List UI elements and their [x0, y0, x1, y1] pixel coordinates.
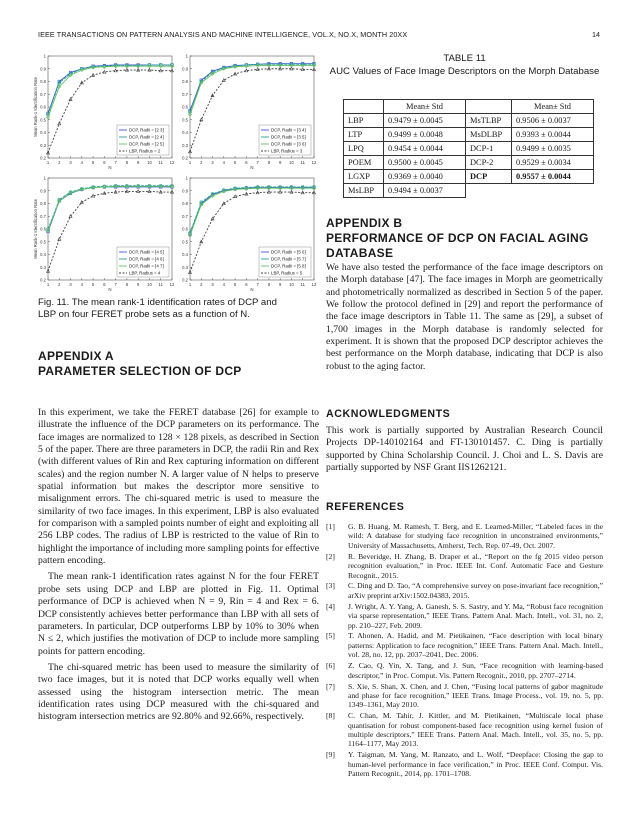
x-tick-label: 6	[245, 160, 248, 165]
legend-label: DCP, Radii = [5 7]	[271, 256, 306, 262]
y-tick-label: 0.4	[182, 130, 188, 136]
appendix-a-title: PARAMETER SELECTION OF DCP	[38, 364, 242, 378]
y-tick-label: 0.9	[182, 188, 188, 194]
x-tick-label: 7	[256, 282, 259, 287]
table-header-cell	[466, 100, 512, 114]
x-tick-label: 11	[300, 282, 305, 287]
y-tick-label: 0.6	[40, 104, 46, 110]
x-tick-label: 8	[267, 160, 271, 165]
y-tick-label: 0.2	[40, 155, 46, 161]
x-tick-label: 1	[46, 282, 50, 287]
y-tick-label: 0.3	[40, 264, 46, 270]
table-cell: MsDLBP	[466, 128, 512, 142]
data-point	[222, 79, 225, 82]
reference-number: [2]	[326, 551, 335, 561]
figure-11-plots	[32, 48, 318, 293]
table-row	[344, 142, 594, 156]
appendix-b-title-line-2: DATABASE	[326, 246, 394, 260]
data-point	[92, 194, 95, 197]
legend-label: DCP, Radii = [2 5]	[129, 141, 164, 147]
reference-text: C. Ding and D. Tao, “A comprehensive survey on pose-invariant face recognition,” arXiv preprint arXiv:1502.04383, 2015.	[348, 581, 603, 600]
x-tick-label: 9	[279, 160, 282, 165]
x-tick-label: 12	[311, 160, 317, 165]
x-tick-label: 12	[311, 282, 317, 287]
data-point	[234, 195, 237, 198]
x-tick-label: 6	[103, 282, 106, 287]
table-header-cell	[344, 100, 384, 114]
x-tick-label: 12	[169, 160, 175, 165]
data-point	[245, 69, 248, 72]
y-tick-label: 0.3	[182, 264, 188, 270]
y-tick-label: 0.9	[40, 66, 46, 72]
x-tick-label: 8	[267, 282, 271, 287]
x-tick-label: 2	[200, 160, 203, 165]
legend-label: DCP, Radii = [2 3]	[129, 127, 164, 133]
table-cell: DCP-1	[466, 142, 512, 156]
table-cell: 0.9499 ± 0.0035	[512, 142, 594, 156]
y-tick-label: 0.4	[182, 252, 188, 258]
x-tick-label: 2	[58, 160, 61, 165]
reference-item	[326, 682, 603, 710]
x-tick-label: 5	[233, 160, 237, 165]
table-caption-number: TABLE 11	[443, 53, 486, 64]
reference-text: T. Ahonen, A. Hadid, and M. Pietikainen, “Face description with local binary patterns: Application to face recognition,” IEEE Trans. Pattern Anal. Mach. Intell., vol. 28, no. 12, pp. 2037–2041, Dec. 2006.	[348, 631, 603, 660]
x-tick-label: 4	[80, 282, 83, 287]
acknowledgments-body	[326, 425, 603, 478]
appendix-b-title-line-1: PERFORMANCE OF DCP ON FACIAL AGING	[326, 231, 589, 245]
y-tick-label: 0.8	[40, 79, 46, 85]
table-cell-empty	[466, 184, 512, 198]
y-tick-label: 0.5	[40, 239, 46, 245]
references-list	[326, 522, 603, 780]
series-line	[190, 188, 314, 235]
series-line	[48, 66, 172, 117]
reference-item	[326, 661, 603, 680]
table-header-cell: Mean± Std	[512, 100, 594, 114]
x-tick-label: 4	[222, 282, 225, 287]
table-cell: 0.9479 ± 0.0045	[384, 114, 466, 128]
reference-number: [4]	[326, 601, 335, 611]
x-tick-label: 5	[91, 282, 95, 287]
reference-item	[326, 602, 603, 630]
x-tick-label: 8	[125, 160, 129, 165]
y-tick-label: 0.4	[40, 252, 46, 258]
data-point	[301, 68, 304, 71]
legend-label: DCP, Radii = [5 6]	[271, 249, 306, 255]
reference-number: [7]	[326, 681, 335, 691]
x-tick-label: 6	[245, 282, 248, 287]
reference-number: [1]	[326, 522, 335, 531]
reference-text: R. Beveridge, H. Zhang, B. Draper et al., “Report on the fg 2015 video person recognition evaluation,” in Proc. IEEE Int. Conf. Automatic Face and Gesture Recognit., 2015.	[348, 551, 603, 580]
running-header: IEEE TRANSACTIONS ON PATTERN ANALYSIS AND MACHINE INTELLIGENCE, VOL.X, NO.X, MONTH 20XX	[38, 30, 408, 39]
y-tick-label: 0.2	[182, 155, 188, 161]
y-tick-label: 0.6	[40, 226, 46, 232]
y-axis-label: Mean Rank-1 Identification Rate	[33, 199, 38, 259]
y-tick-label: 0.3	[40, 142, 46, 148]
y-tick-label: 0.5	[40, 117, 46, 123]
reference-number: [3]	[326, 581, 335, 591]
legend-label: LBP, Radius = 5	[271, 270, 303, 276]
legend-label: DCP, Radii = [3 5]	[271, 134, 306, 140]
reference-item	[326, 522, 603, 550]
reference-item	[326, 750, 603, 778]
table-cell: LGXP	[344, 170, 384, 184]
acknowledgments-heading: ACKNOWLEDGMENTS	[326, 408, 451, 420]
legend-label: LBP, Radius = 4	[129, 270, 161, 276]
table-cell: 0.9494 ± 0.0037	[384, 184, 466, 198]
auc-table	[343, 99, 594, 198]
y-tick-label: 0.2	[182, 277, 188, 283]
y-tick-label: 0.5	[182, 239, 188, 245]
appendix-b-body	[326, 262, 603, 377]
x-tick-label: 10	[147, 282, 152, 287]
reference-number: [8]	[326, 711, 335, 721]
y-tick-label: 0.3	[182, 142, 188, 148]
data-point	[137, 190, 140, 193]
x-tick-label: 3	[69, 282, 72, 287]
x-tick-label: 3	[69, 160, 72, 165]
reference-text: C. Chan, M. Tahir, J. Kittler, and M. Pietikainen, “Multiscale local phase quantisation for robust component-based face recognition using kernel fusion of multiple descriptors,” IEEE Trans. Pattern Anal. Mach. Intell., vol. 35, no. 5, pp. 1164–1177, May 2013.	[348, 711, 603, 749]
x-tick-label: 9	[137, 160, 140, 165]
reference-text: G. B. Huang, M. Ramesh, T. Berg, and E. Learned-Miller, “Labeled faces in the wild: A database for studying face recognition in unconstrained environments,” University of Massachusetts, Amherst, Tech. Rep. 07-49, Oct. 2007.	[348, 522, 603, 550]
legend-label: DCP, Radii = [4 7]	[129, 263, 164, 269]
x-tick-label: 3	[211, 282, 214, 287]
reference-text: J. Wright, A. Y. Yang, A. Ganesh, S. S. Sastry, and Y. Ma, “Robust face recognition via sparse representation,” IEEE Trans. Pattern Anal. Mach. Intell., vol. 31, no. 2, pp. 210–227, Feb. 2009.	[348, 601, 603, 630]
data-point	[267, 190, 270, 193]
y-tick-label: 0.5	[182, 117, 188, 123]
table-cell: MsLBP	[344, 184, 384, 198]
x-tick-label: 9	[137, 282, 140, 287]
figure-caption	[38, 297, 318, 321]
y-tick-label: 1	[185, 175, 188, 181]
table-cell: 0.9369 ± 0.0040	[384, 170, 466, 184]
series-line	[190, 66, 314, 115]
x-tick-label: 4	[80, 160, 83, 165]
y-tick-label: 0.6	[182, 226, 188, 232]
y-tick-label: 0.7	[182, 213, 188, 219]
references-heading: REFERENCES	[326, 501, 405, 513]
reference-item	[326, 711, 603, 749]
x-tick-label: 5	[91, 160, 95, 165]
table-cell: 0.9500 ± 0.0045	[384, 156, 466, 170]
data-point	[279, 190, 282, 193]
acknowledgments-text: This work is partially supported by Australian Research Council Projects DP-140102164 and FT-130101457. C. Ding is partially supported by China Scholarship Council. J. Choi and L. S. Davis are partially supported by NSF Grant IIS1262121.	[326, 425, 603, 474]
y-tick-label: 0.9	[182, 66, 188, 72]
x-tick-label: 12	[169, 282, 175, 287]
appendix-a-paragraph-1: In this experiment, we take the FERET database [26] for example to illustrate the influence of the DCP parameters on its performance. The face images are normalized to 128 × 128 pixels, as described in Section 5 of the paper. There are three parameters in DCP, the radii Rin and Rex (with different values of Rin and Rex capturing information on different scales) and the region number N. A larger value of N helps to preserve spatial information but makes the descriptor more sensitive to misalignment errors. The chi-squared metric is used to measure the similarity of two face images. In this experiment, LBP is also evaluated for comparison with a sampled points number of eight and exploiting all 256 LBP codes. The radius of LBP is restricted to the value of Rin to highlight the importance of including more sampling points for effective pattern encoding.	[38, 407, 319, 567]
table-cell: MsTLBP	[466, 114, 512, 128]
y-tick-label: 1	[185, 53, 188, 59]
table-cell: 0.9393 ± 0.0044	[512, 128, 594, 142]
legend-label: DCP, Radii = [4 5]	[129, 249, 164, 255]
figure-11	[32, 48, 318, 293]
x-tick-label: 11	[158, 282, 163, 287]
table-cell-best-method: DCP	[466, 170, 512, 184]
legend-label: DCP, Radii = [3 4]	[271, 127, 306, 133]
table-row	[344, 170, 594, 184]
y-tick-label: 0.2	[40, 277, 46, 283]
table-header-cell: Mean± Std	[384, 100, 466, 114]
x-tick-label: 9	[279, 282, 282, 287]
y-tick-label: 0.8	[40, 201, 46, 207]
x-tick-label: 11	[300, 160, 305, 165]
y-tick-label: 0.7	[182, 91, 188, 97]
x-tick-label: 6	[103, 160, 106, 165]
x-tick-label: 2	[58, 282, 61, 287]
reference-text: Y. Taigman, M. Yang, M. Ranzato, and L. Wolf, “Deepface: Closing the gap to human-level performance in face verification,” in Proc. IEEE Conf. Comput. Vis. Pattern Recognit., 2014, pp. 1701–1708.	[348, 750, 603, 779]
series-line	[48, 186, 172, 229]
x-tick-label: 3	[211, 160, 214, 165]
appendix-a-label: APPENDIX A	[38, 349, 114, 363]
table-cell: POEM	[344, 156, 384, 170]
data-point	[103, 70, 106, 73]
legend-label: LBP, Radius = 3	[271, 148, 303, 154]
table-cell: 0.9454 ± 0.0044	[384, 142, 466, 156]
x-tick-label: 7	[114, 282, 117, 287]
series-line	[190, 64, 314, 111]
table-cell: 0.9506 ± 0.0037	[512, 114, 594, 128]
table-row	[344, 156, 594, 170]
reference-number: [5]	[326, 631, 335, 641]
data-point	[290, 67, 293, 70]
series-line	[190, 188, 314, 235]
x-tick-label: 10	[289, 160, 294, 165]
y-tick-label: 0.4	[40, 130, 46, 136]
legend-label: DCP, Radii = [4 6]	[129, 256, 164, 262]
table-cell-best-value: 0.9557 ± 0.0044	[512, 170, 594, 184]
appendix-a-paragraph-2: The mean rank-1 identification rates against N for the four FERET probe sets using DCP and LBP are plotted in Fig. 11. Optimal performance of DCP is achieved when N = 9, Rin = 4 and Rex = 6. DCP consistently achieves better performance than LBP with all sets of parameters. In particular, DCP outperforms LBP by 10% to 30% when N ≤ 2, which justifies the motivation of DCP to include more sampling points for pattern encoding.	[38, 571, 319, 657]
figure-caption-line-1: Fig. 11. The mean rank-1 identification rates of DCP and	[38, 297, 277, 308]
table-caption-title: AUC Values of Face Image Descriptors on the Morph Database	[329, 66, 600, 77]
x-axis-label: N	[250, 165, 254, 170]
table-cell: 0.9499 ± 0.0048	[384, 128, 466, 142]
data-point	[125, 190, 128, 193]
table-cell: LBP	[344, 114, 384, 128]
appendix-a-heading	[38, 349, 242, 379]
x-axis-label: N	[108, 287, 112, 292]
reference-item	[326, 552, 603, 580]
reference-item	[326, 581, 603, 600]
x-tick-label: 5	[233, 282, 237, 287]
x-tick-label: 1	[46, 160, 50, 165]
x-tick-label: 1	[188, 160, 192, 165]
table-row	[344, 114, 594, 128]
table-cell: DCP-2	[466, 156, 512, 170]
reference-text: Z. Cao, Q. Yin, X. Tang, and J. Sun, “Face recognition with learning-based descriptor,” in Proc. Comput. Vis. Pattern Recognit., 2010, pp. 2707–2714.	[348, 661, 603, 680]
data-point	[114, 69, 117, 72]
x-tick-label: 11	[158, 160, 163, 165]
y-tick-label: 1	[43, 175, 46, 181]
x-tick-label: 8	[125, 282, 129, 287]
reference-number: [6]	[326, 661, 335, 671]
appendix-b-label: APPENDIX B	[326, 216, 403, 230]
data-point	[159, 69, 162, 72]
table-header-row	[344, 100, 594, 114]
legend-label: DCP, Radii = [3 6]	[271, 141, 306, 147]
legend-label: DCP, Radii = [2 4]	[129, 134, 164, 140]
x-tick-label: 7	[114, 160, 117, 165]
figure-caption-line-2: LBP on four FERET probe sets as a function of N.	[38, 309, 250, 321]
reference-text: S. Xie, S. Shan, X. Chen, and J. Chen, “Fusing local patterns of gabor magnitude and phase for face recognition,” IEEE Trans. Image Process., vol. 19, no. 5, pp. 1349–1361, May 2010.	[348, 681, 603, 710]
y-tick-label: 0.8	[182, 201, 188, 207]
y-tick-label: 0.9	[40, 188, 46, 194]
table-cell: 0.9529 ± 0.0034	[512, 156, 594, 170]
table-row	[344, 128, 594, 142]
y-tick-label: 0.7	[40, 213, 46, 219]
x-axis-label: N	[108, 165, 112, 170]
appendix-a-paragraph-3: The chi-squared metric has been used to measure the similarity of two face images, but it is noted that DCP works equally well when assessed using the histogram intersection metric. The mean identification rates using DCP measured with the chi-squared and histogram intersection metrics are 92.80% and 92.66%, respectively.	[38, 661, 319, 723]
x-tick-label: 7	[256, 160, 259, 165]
reference-item	[326, 631, 603, 659]
table-row	[344, 184, 594, 198]
y-tick-label: 0.8	[182, 79, 188, 85]
y-tick-label: 0.7	[40, 91, 46, 97]
table-cell-empty	[512, 184, 594, 198]
table-cell: LPQ	[344, 142, 384, 156]
appendix-a-body	[38, 407, 319, 728]
appendix-b-heading	[326, 216, 589, 261]
x-tick-label: 10	[289, 282, 294, 287]
series-line	[48, 65, 172, 113]
y-tick-label: 0.6	[182, 104, 188, 110]
table-cell: LTP	[344, 128, 384, 142]
x-tick-label: 2	[200, 282, 203, 287]
x-axis-label: N	[250, 287, 254, 292]
x-tick-label: 1	[188, 282, 192, 287]
page-number: 14	[592, 30, 600, 39]
y-tick-label: 1	[43, 53, 46, 59]
reference-number: [9]	[326, 750, 335, 760]
x-tick-label: 4	[222, 160, 225, 165]
appendix-b-paragraph: We have also tested the performance of the face image descriptors on the Morph database [47]. The face images in Morph are geometrically and photometrically normalized as described in Section 5 of the paper. We follow the protocol defined in [29] and report the performance of the face image descriptors in Table 11. The same as [29], a subset of 1,700 images in the Morph database is randomly selected for experiment. It is shown that the proposed DCP descriptor achieves the best performance on the Morph database, indicating that DCP is also robust to the aging factor.	[326, 262, 603, 372]
legend-label: LBP, Radius = 2	[129, 148, 161, 154]
legend-label: DCP, Radii = [5 8]	[271, 263, 306, 269]
x-tick-label: 10	[147, 160, 152, 165]
y-axis-label: Mean Rank-1 Identification Rate	[33, 77, 38, 137]
